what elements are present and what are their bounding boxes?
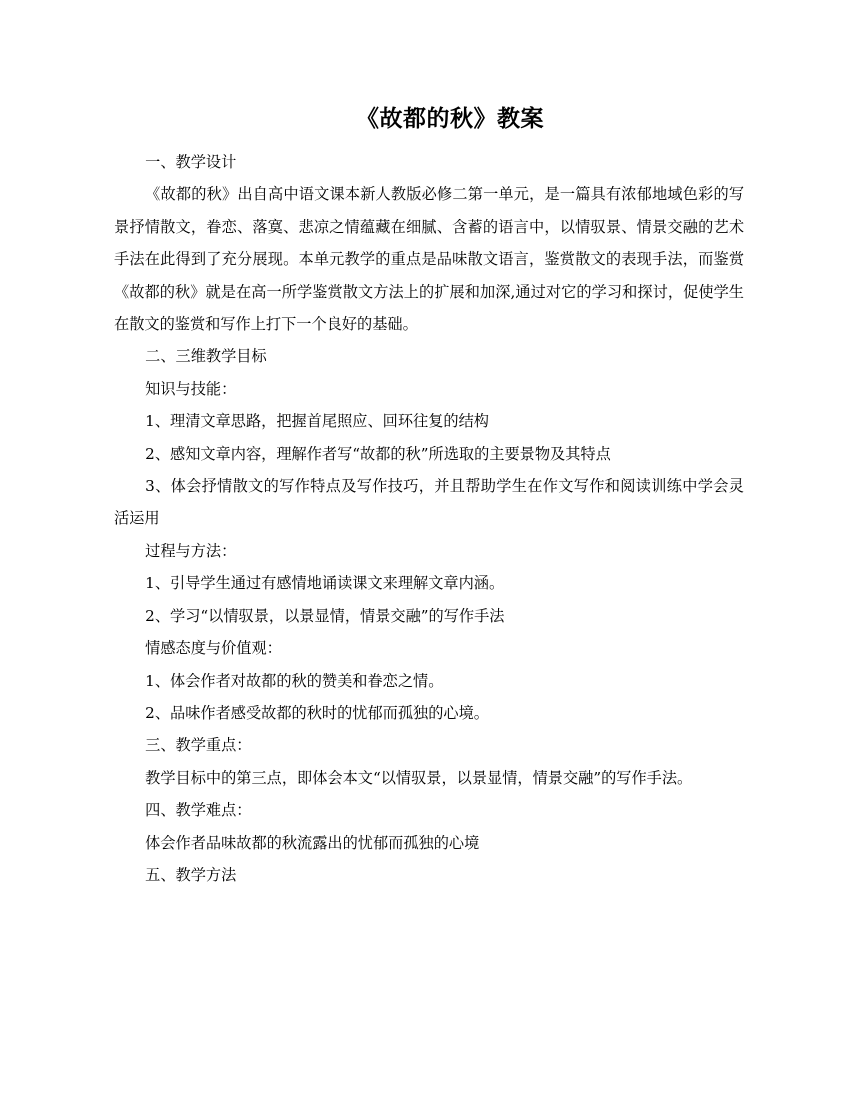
list-item-knowledge-3: 3、体会抒情散文的写作特点及写作技巧，并且帮助学生在作文写作和阅读训练中学会灵活运用 — [114, 477, 744, 528]
list-item-process-1: 1、引导学生通过有感情地诵读课文来理解文章内涵。 — [145, 574, 505, 593]
section-heading-objectives: 二、三维教学目标 — [145, 347, 267, 366]
document-title: 《故都的秋》教案 — [356, 105, 544, 132]
subheading-knowledge-skills: 知识与技能： — [145, 379, 237, 398]
section-heading-design: 一、教学设计 — [145, 153, 237, 171]
list-item-knowledge-2: 2、感知文章内容，理解作者写“故都的秋”所选取的主要景物及其特点 — [145, 444, 611, 463]
list-item-emotion-2: 2、品味作者感受故都的秋时的忧郁而孤独的心境。 — [145, 703, 489, 722]
list-item-process-2: 2、学习“以情驭景，以景显情，情景交融”的写作手法 — [145, 606, 505, 625]
section-heading-key-points: 三、教学重点： — [145, 736, 252, 755]
list-item-emotion-1: 1、体会作者对故都的秋的赞美和眷恋之情。 — [145, 671, 444, 690]
paragraph-key-points: 教学目标中的第三点，即体会本文“以情驭景，以景显情，情景交融”的写作手法。 — [145, 768, 693, 787]
paragraph-design-intro: 《故都的秋》出自高中语文课本新人教版必修二第一单元，是一篇具有浓郁地域色彩的写景抒情散文，眷恋、落寞、悲凉之情蕴藏在细腻、含蓄的语言中，以情驭景、情景交融的艺术手法在此得到了充分展现。本单元教学的重点是品味散文语言，鉴赏散文的表现手法，而鉴赏《故都的秋》就是在高一所学鉴赏散文方法上的扩展和加深,通过对它的学习和探讨，促使学生在散文的鉴赏和写作上打下一个良好的基础。 — [114, 185, 744, 334]
paragraph-difficulties: 体会作者品味故都的秋流露出的忧郁而孤独的心境 — [145, 833, 480, 852]
section-heading-difficulties: 四、教学难点： — [145, 801, 252, 820]
document-body — [114, 146, 744, 891]
subheading-emotion-values: 情感态度与价值观： — [145, 639, 282, 658]
subheading-process-methods: 过程与方法： — [145, 541, 237, 560]
section-heading-methods: 五、教学方法 — [145, 865, 237, 884]
list-item-knowledge-1: 1、理清文章思路，把握首尾照应、回环往复的结构 — [145, 412, 489, 431]
